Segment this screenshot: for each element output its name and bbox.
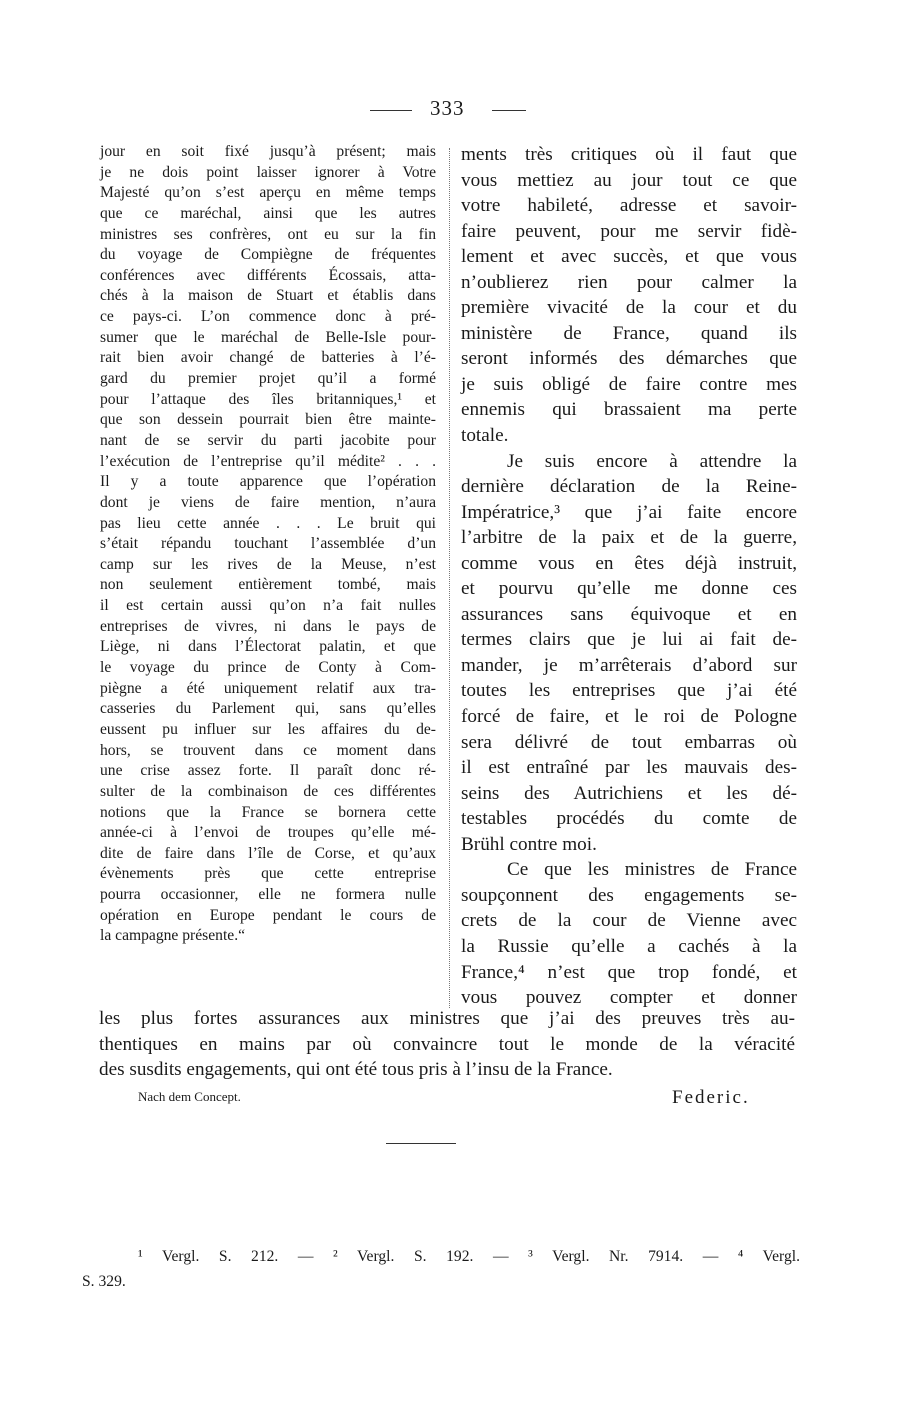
paragraph-line: thentiques en mains par où convaincre tout le monde de la véracité [99,1033,795,1055]
left-column-line: pas lieu cette année . . . Le bruit qui [100,514,436,532]
section-rule [386,1143,456,1144]
left-column-line: la campagne présente.“ [100,927,246,945]
footnotes [82,1244,800,1294]
left-column-line: dite de faire dans l’île de Corse, et qu’aux [100,844,436,862]
left-column-line: que son dessein pourrait bien être mainte- [100,411,436,429]
paragraph-line: les plus fortes assurances aux ministres que j’ai des preuves très au- [99,1008,795,1029]
right-column-line: termes clairs que je lui ai fait de- [461,629,797,651]
left-column-line: entreprises de vivres, ni dans le pays de [100,617,436,635]
right-column-line: il est entraîné par les mauvais des- [461,757,797,779]
left-column-line: chés à la maison de Stuart et établis dans [100,287,436,305]
right-column-line: n’oublierez rien pour calmer la [461,271,797,293]
left-column-line: l’exécution de l’entreprise qu’il médite² . . . [100,452,436,470]
left-column-line: Majesté qu’on s’est aperçu en même temps [100,184,436,202]
left-column-line: Liège, ni dans l’Électorat palatin, et que [100,638,436,656]
signature: Federic. [672,1087,750,1108]
left-column-line: que ce maréchal, ainsi que les autres [100,204,436,222]
right-column-line: lement et avec succès, et que vous [461,246,797,268]
left-column-line: je ne dois point laisser ignorer à Votre [100,163,436,181]
source-note: Nach dem Concept. [138,1089,241,1104]
right-column-letter [461,142,797,1011]
left-column-line: année-ci à l’envoi de troupes qu’elle mé- [100,824,436,842]
right-column-line: seins des Autrichiens et les dé- [461,782,797,804]
right-column-line: votre habileté, adresse et savoir- [461,195,797,217]
right-column-line: assurances sans équivoque et en [461,603,797,625]
left-column-line: ministres ses confrères, ont eu sur la fin [100,225,436,243]
right-column-line: soupçonnent des engagements se- [461,884,797,906]
paragraph-line: des susdits engagements, qui ont été tous pris à l’insu de la France. [99,1059,613,1080]
full-width-paragraph [99,1006,795,1083]
right-column-line: et pourvu qu’elle me donne ces [461,578,797,600]
left-column-line: le voyage du prince de Conty à Com- [100,659,436,677]
left-column-line: nant de se servir du parti jacobite pour [100,431,436,449]
left-column-line: Il y a toute apparence que l’opération [100,473,436,491]
right-column-line: ministère de France, quand ils [461,322,797,344]
header-dash-left [370,110,412,111]
right-column-line: ennemis qui brassaient ma perte [461,399,797,421]
right-column-line: toutes les entreprises que j’ai été [461,680,797,702]
left-column-line: s’était répandu touchant l’assemblée d’un [100,535,436,553]
left-column-line: notions que la France se bornera cette [100,803,436,821]
right-column-line: Impératrice,³ que j’ai faite encore [461,501,797,523]
left-column-line: casseries du Parlement qui, sans qu’elles [100,700,436,718]
right-column-line: crets de la cour de Vienne avec [461,910,797,932]
page-number: 333 [430,96,465,120]
left-column-line: évènements près que cette entreprise [100,865,436,883]
right-column-line: la Russie qu’elle a cachés à la [461,935,797,957]
left-column-line: non seulement entièrement tombé, mais [100,576,436,594]
right-column-line: je suis obligé de faire contre mes [461,373,797,395]
left-column-line: dont je viens de faire mention, n’aura [100,493,436,511]
right-column-line: faire peuvent, pour me servir fidè- [461,220,797,242]
right-column-line: testables procédés du comte de [461,808,797,830]
left-column-line: opération en Europe pendant le cours de [100,906,436,924]
left-column-line: camp sur les rives de la Meuse, n’est [100,555,436,573]
footnote-line: S. 329. [82,1273,126,1290]
left-column-line: rait bien avoir changé de batteries à l’é- [100,349,436,367]
right-column-line: l’arbitre de la paix et de la guerre, [461,527,797,549]
right-column-line: sera délivré de tout embarras où [461,731,797,753]
right-column-line: Je suis encore à attendre la [507,450,797,472]
column-divider [449,148,450,1008]
right-column-line: première vivacité de la cour et du [461,297,797,319]
page-header [0,96,900,126]
right-column-line: comme vous en êtes déjà instruit, [461,552,797,574]
left-column-line: du voyage de Compiègne de fréquentes [100,246,436,264]
left-column-line: jour en soit fixé jusqu’à présent; mais [100,143,436,160]
right-column-line: mander, je m’arrêterais d’abord sur [461,654,797,676]
left-column-line: pourra occasionner, elle ne formera nulle [100,886,436,904]
left-column-line: il est certain aussi qu’on n’a fait nulles [100,597,436,615]
left-column-line: hors, se trouvent dans ce moment dans [100,741,436,759]
left-column-line: pour l’attaque des îles britanniques,¹ et [100,390,436,408]
right-column-line: vous mettiez au jour tout ce que [461,169,797,191]
left-column-line: gard du premier projet qu’il a formé [100,370,436,388]
right-column-line: France,⁴ n’est que trop fondé, et [461,961,797,983]
right-column-line: vous pouvez compter et donner [461,987,797,1009]
header-dash-right [492,110,526,111]
right-column-line: seront informés des démarches que [461,348,797,370]
left-column-quotation [100,142,436,947]
right-column-line: Brühl contre moi. [461,833,597,855]
left-column-line: eussent pu influer sur les affaires du de- [100,720,436,738]
left-column-line: conférences avec différents Écossais, atta- [100,266,436,284]
footnote-line: ¹ Vergl. S. 212. — ² Vergl. S. 192. — ³ Vergl. Nr. 7914. — ⁴ Vergl. [138,1248,800,1265]
left-column-line: sumer que le maréchal de Belle-Isle pour- [100,328,436,346]
right-column-line: totale. [461,425,509,447]
right-column-line: forcé de faire, et le roi de Pologne [461,706,797,728]
left-column-line: piègne a été uniquement relatif aux tra- [100,679,436,697]
left-column-line: une crise assez forte. Il paraît donc ré- [100,762,436,780]
right-column-line: ments très critiques où il faut que [461,144,797,165]
right-column-line: dernière déclaration de la Reine- [461,476,797,498]
right-column-line: Ce que les ministres de France [507,859,797,881]
left-column-line: sulter de la combinaison de ces différentes [100,782,436,800]
left-column-line: ce pays-ci. L’on commence donc à pré- [100,308,436,326]
